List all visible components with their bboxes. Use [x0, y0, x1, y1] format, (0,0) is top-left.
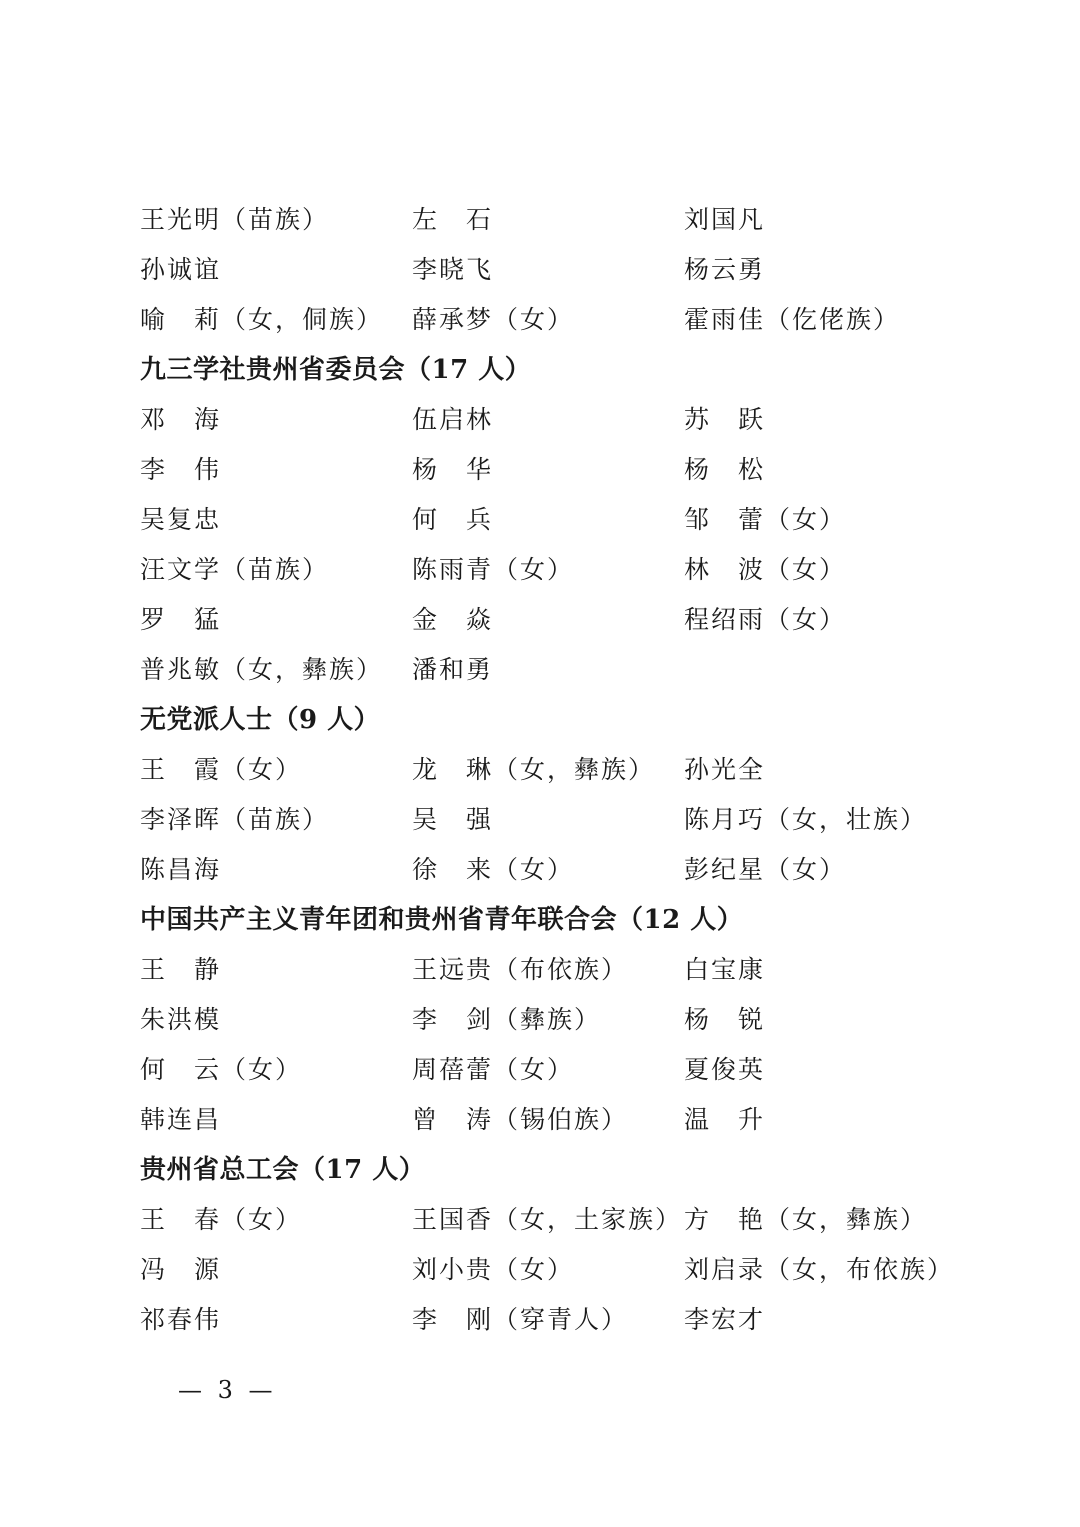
member-name: 徐 来（女） — [412, 855, 575, 884]
name-row — [140, 995, 1000, 1045]
name-row — [140, 545, 1000, 595]
name-row — [140, 845, 1000, 895]
member-name: 周蓓蕾（女） — [412, 1055, 575, 1084]
member-name: 曾 涛（锡伯族） — [412, 1105, 629, 1134]
member-name: 邓 海 — [140, 405, 222, 434]
member-name: 潘和勇 — [412, 655, 494, 684]
member-name: 温 升 — [684, 1105, 766, 1134]
member-name: 霍雨佳（仡佬族） — [684, 305, 901, 334]
member-name: 吴 强 — [412, 805, 494, 834]
member-name: 刘小贵（女） — [412, 1255, 575, 1284]
member-name: 罗 猛 — [140, 605, 222, 634]
member-name: 汪文学（苗族） — [140, 555, 330, 584]
name-row — [140, 195, 1000, 245]
member-name: 孙诚谊 — [140, 255, 222, 284]
section-heading: 贵州省总工会（17 人） — [140, 1155, 426, 1185]
member-name: 陈月巧（女，壮族） — [684, 805, 928, 834]
member-name: 邹 蕾（女） — [684, 505, 847, 534]
member-name: 李 剑（彝族） — [412, 1005, 602, 1034]
member-name: 李宏才 — [684, 1305, 766, 1334]
member-list — [140, 195, 1000, 1345]
member-name: 方 艳（女，彝族） — [684, 1205, 928, 1234]
member-name: 薛承梦（女） — [412, 305, 575, 334]
member-name: 韩连昌 — [140, 1105, 222, 1134]
name-row — [140, 295, 1000, 345]
name-row — [140, 795, 1000, 845]
name-row — [140, 1245, 1000, 1295]
member-name: 王光明（苗族） — [140, 205, 330, 234]
member-name: 夏俊英 — [684, 1055, 766, 1084]
member-name: 王国香（女，土家族） — [412, 1205, 683, 1234]
member-name: 何 云（女） — [140, 1055, 303, 1084]
name-row — [140, 645, 1000, 695]
name-row — [140, 945, 1000, 995]
member-name: 林 波（女） — [684, 555, 847, 584]
name-row — [140, 1195, 1000, 1245]
name-row — [140, 1095, 1000, 1145]
member-name: 白宝康 — [684, 955, 766, 984]
member-name: 王远贵（布依族） — [412, 955, 629, 984]
member-name: 杨 松 — [684, 455, 766, 484]
name-row — [140, 1295, 1000, 1345]
page-number: — 3 — — [178, 1376, 277, 1404]
member-name: 王 静 — [140, 955, 222, 984]
name-row — [140, 1045, 1000, 1095]
member-name: 喻 莉（女，侗族） — [140, 305, 384, 334]
section-heading: 九三学社贵州省委员会（17 人） — [140, 355, 532, 385]
member-name: 伍启林 — [412, 405, 494, 434]
name-row — [140, 495, 1000, 545]
member-name: 金 焱 — [412, 605, 494, 634]
name-row — [140, 745, 1000, 795]
member-name: 李晓飞 — [412, 255, 494, 284]
member-name: 刘启录（女，布依族） — [684, 1255, 955, 1284]
member-name: 龙 琳（女，彝族） — [412, 755, 656, 784]
member-name: 彭纪星（女） — [684, 855, 847, 884]
member-name: 李 伟 — [140, 455, 222, 484]
member-name: 陈雨青（女） — [412, 555, 575, 584]
member-name: 祁春伟 — [140, 1305, 222, 1334]
member-name: 左 石 — [412, 205, 494, 234]
section-heading: 中国共产主义青年团和贵州省青年联合会（12 人） — [140, 905, 744, 935]
member-name: 刘国凡 — [684, 205, 766, 234]
member-name: 孙光全 — [684, 755, 766, 784]
member-name: 苏 跃 — [684, 405, 766, 434]
name-row — [140, 245, 1000, 295]
member-name: 普兆敏（女，彝族） — [140, 655, 384, 684]
member-name: 李泽晖（苗族） — [140, 805, 330, 834]
member-name: 王 春（女） — [140, 1205, 303, 1234]
name-row — [140, 395, 1000, 445]
name-row — [140, 445, 1000, 495]
member-name: 杨 华 — [412, 455, 494, 484]
section-heading: 无党派人士（9 人） — [140, 705, 381, 735]
member-name: 杨 锐 — [684, 1005, 766, 1034]
member-name: 王 霞（女） — [140, 755, 303, 784]
member-name: 程绍雨（女） — [684, 605, 847, 634]
member-name: 冯 源 — [140, 1255, 222, 1284]
name-row — [140, 595, 1000, 645]
member-name: 杨云勇 — [684, 255, 766, 284]
member-name: 陈昌海 — [140, 855, 222, 884]
member-name: 何 兵 — [412, 505, 494, 534]
member-name: 朱洪模 — [140, 1005, 222, 1034]
member-name: 吴复忠 — [140, 505, 222, 534]
member-name: 李 刚（穿青人） — [412, 1305, 629, 1334]
